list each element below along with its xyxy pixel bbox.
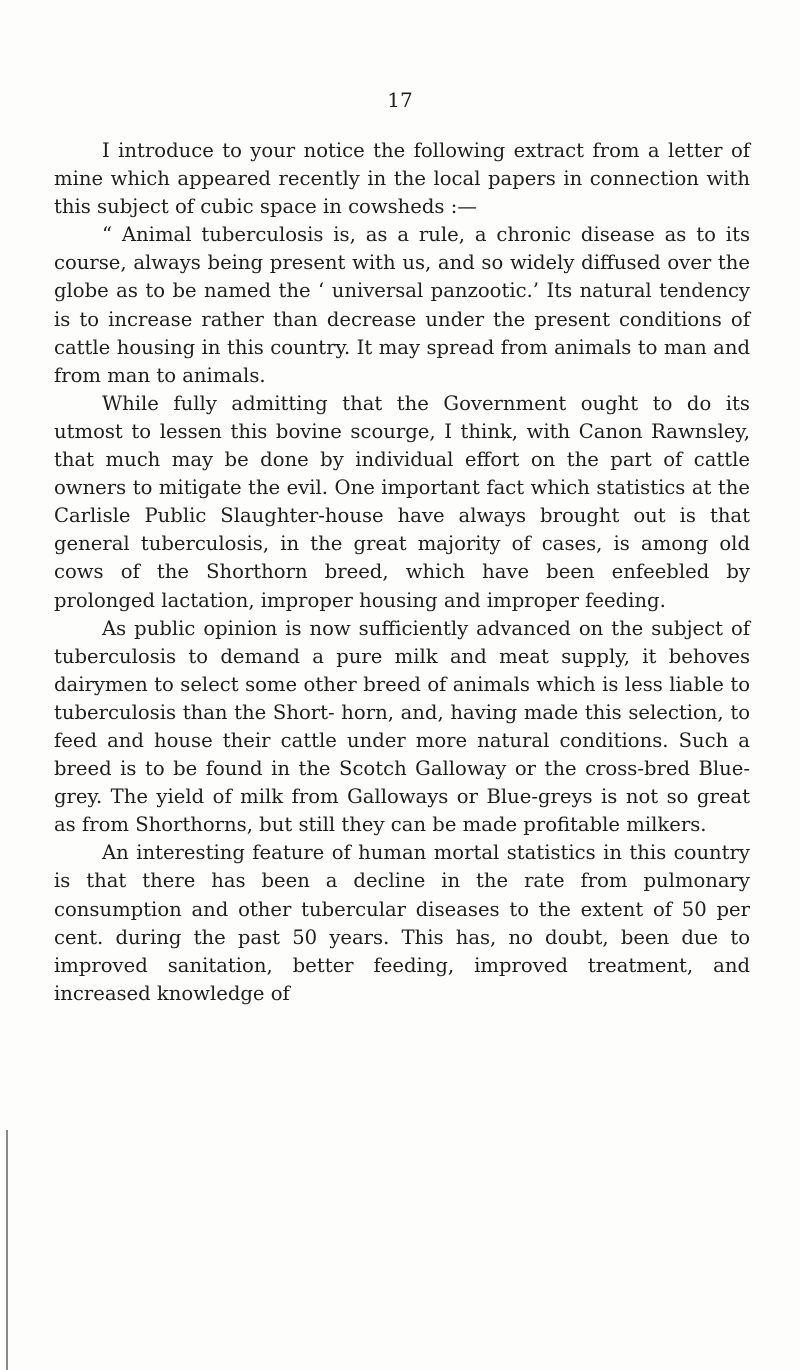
- paragraph-government: While fully admitting that the Government ought to do its utmost to lessen this bovine scourge, I think, with Canon Rawnsley, that much may be done by individual effort on the part of cattle owners to mitigate the evil. One important fact which statistics at the Carlisle Public Slaughter-house have always brought out is that general tuberculosis, in the great majority of cases, is among old cows of the Shorthorn breed, which have been enfeebled by prolonged lactation, improper housing and improper feeding.: [54, 391, 750, 612]
- paragraph-intro: I introduce to your notice the following extract from a letter of mine which appeared recently in the local papers in connection with this subject of cubic space in cowsheds :—: [54, 139, 750, 219]
- paragraph-public-opinion: As public opinion is now sufficiently advanced on the subject of tuberculosis to demand a pure milk and meat supply, it behoves dairymen to select some other breed of animals which is less liable to tuberculosis than the Short- horn, and, having made this selection, to feed and house their cattle under more natural conditions. Such a breed is to be found in the Scotch Galloway or the cross-bred Blue-grey. The yield of milk from Galloways or Blue-greys is not so great as from Shorthorns, but still they can be made profitable milkers.: [54, 616, 750, 837]
- paragraph-quote-start: “ Animal tuberculosis is, as a rule, a chronic disease as to its course, always being present with us, and so widely diffused over the globe as to be named the ‘ universal panzootic.’ Its natural tendency is to increase rather than decrease under the present conditions of cattle housing in this country. It may spread from animals to man and from man to animals.: [54, 223, 750, 387]
- scan-margin-line: [6, 1130, 8, 1370]
- page-number: 17: [387, 88, 413, 112]
- body-text: [54, 137, 750, 1008]
- paragraph-mortal-statistics: An interesting feature of human mortal statistics in this country is that there has been a decline in the rate from pulmonary consumption and other tubercular diseases to the extent of 50 per cent. during the past 50 years. This has, no doubt, been due to improved sanitation, better feeding, improved treatment, and increased knowledge of: [54, 841, 750, 1005]
